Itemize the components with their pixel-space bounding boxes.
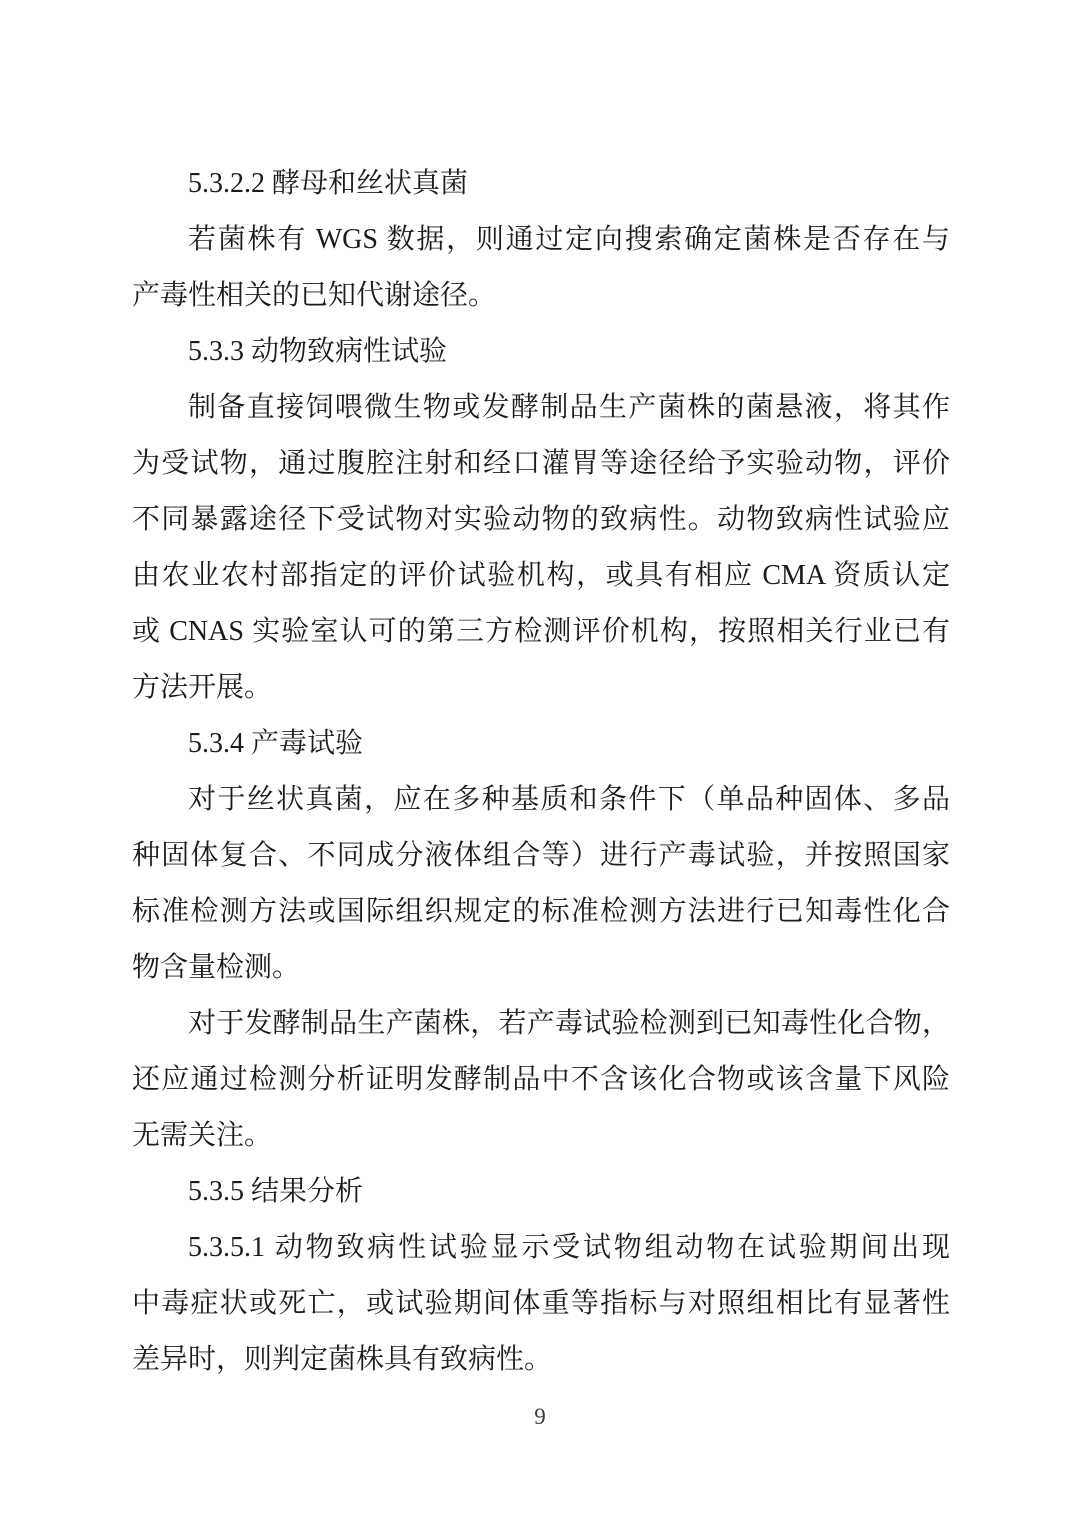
section-heading-5-3-3: 5.3.3 动物致病性试验 — [188, 336, 448, 367]
text-line: 制备直接饲喂微生物或发酵制品生产菌株的菌悬液，将其作 — [188, 392, 950, 423]
text-line: 种固体复合、不同成分液体组合等）进行产毒试验，并按照国家 — [132, 840, 950, 871]
page-number: 9 — [534, 1404, 546, 1429]
text-line: 5.3.5.1 动物致病性试验显示受试物组动物在试验期间出现 — [188, 1232, 950, 1263]
text-line: 物含量检测。 — [132, 952, 301, 983]
document-body — [132, 156, 950, 1388]
text-line: 中毒症状或死亡，或试验期间体重等指标与对照组相比有显著性 — [132, 1288, 950, 1319]
section-heading-5-3-2-2: 5.3.2.2 酵母和丝状真菌 — [188, 168, 469, 199]
text-line: 对于丝状真菌，应在多种基质和条件下（单品种固体、多品 — [188, 784, 950, 815]
text-line: 方法开展。 — [132, 672, 273, 703]
text-line: 由农业农村部指定的评价试验机构，或具有相应 CMA 资质认定 — [132, 560, 950, 591]
text-line: 还应通过检测分析证明发酵制品中不含该化合物或该含量下风险 — [132, 1064, 950, 1095]
text-line: 标准检测方法或国际组织规定的标准检测方法进行已知毒性化合 — [132, 896, 950, 927]
text-line: 差异时，则判定菌株具有致病性。 — [132, 1344, 553, 1375]
text-line: 无需关注。 — [132, 1120, 273, 1151]
text-line: 若菌株有 WGS 数据，则通过定向搜索确定菌株是否存在与 — [188, 224, 950, 255]
section-heading-5-3-4: 5.3.4 产毒试验 — [188, 728, 364, 759]
text-line: 产毒性相关的已知代谢途径。 — [132, 280, 497, 311]
text-line: 为受试物，通过腹腔注射和经口灌胃等途径给予实验动物，评价 — [132, 448, 950, 479]
text-line: 对于发酵制品生产菌株，若产毒试验检测到已知毒性化合物， — [188, 1008, 950, 1039]
text-line: 或 CNAS 实验室认可的第三方检测评价机构，按照相关行业已有 — [132, 616, 950, 647]
section-heading-5-3-5: 5.3.5 结果分析 — [188, 1176, 364, 1207]
text-line: 不同暴露途径下受试物对实验动物的致病性。动物致病性试验应 — [132, 504, 950, 535]
